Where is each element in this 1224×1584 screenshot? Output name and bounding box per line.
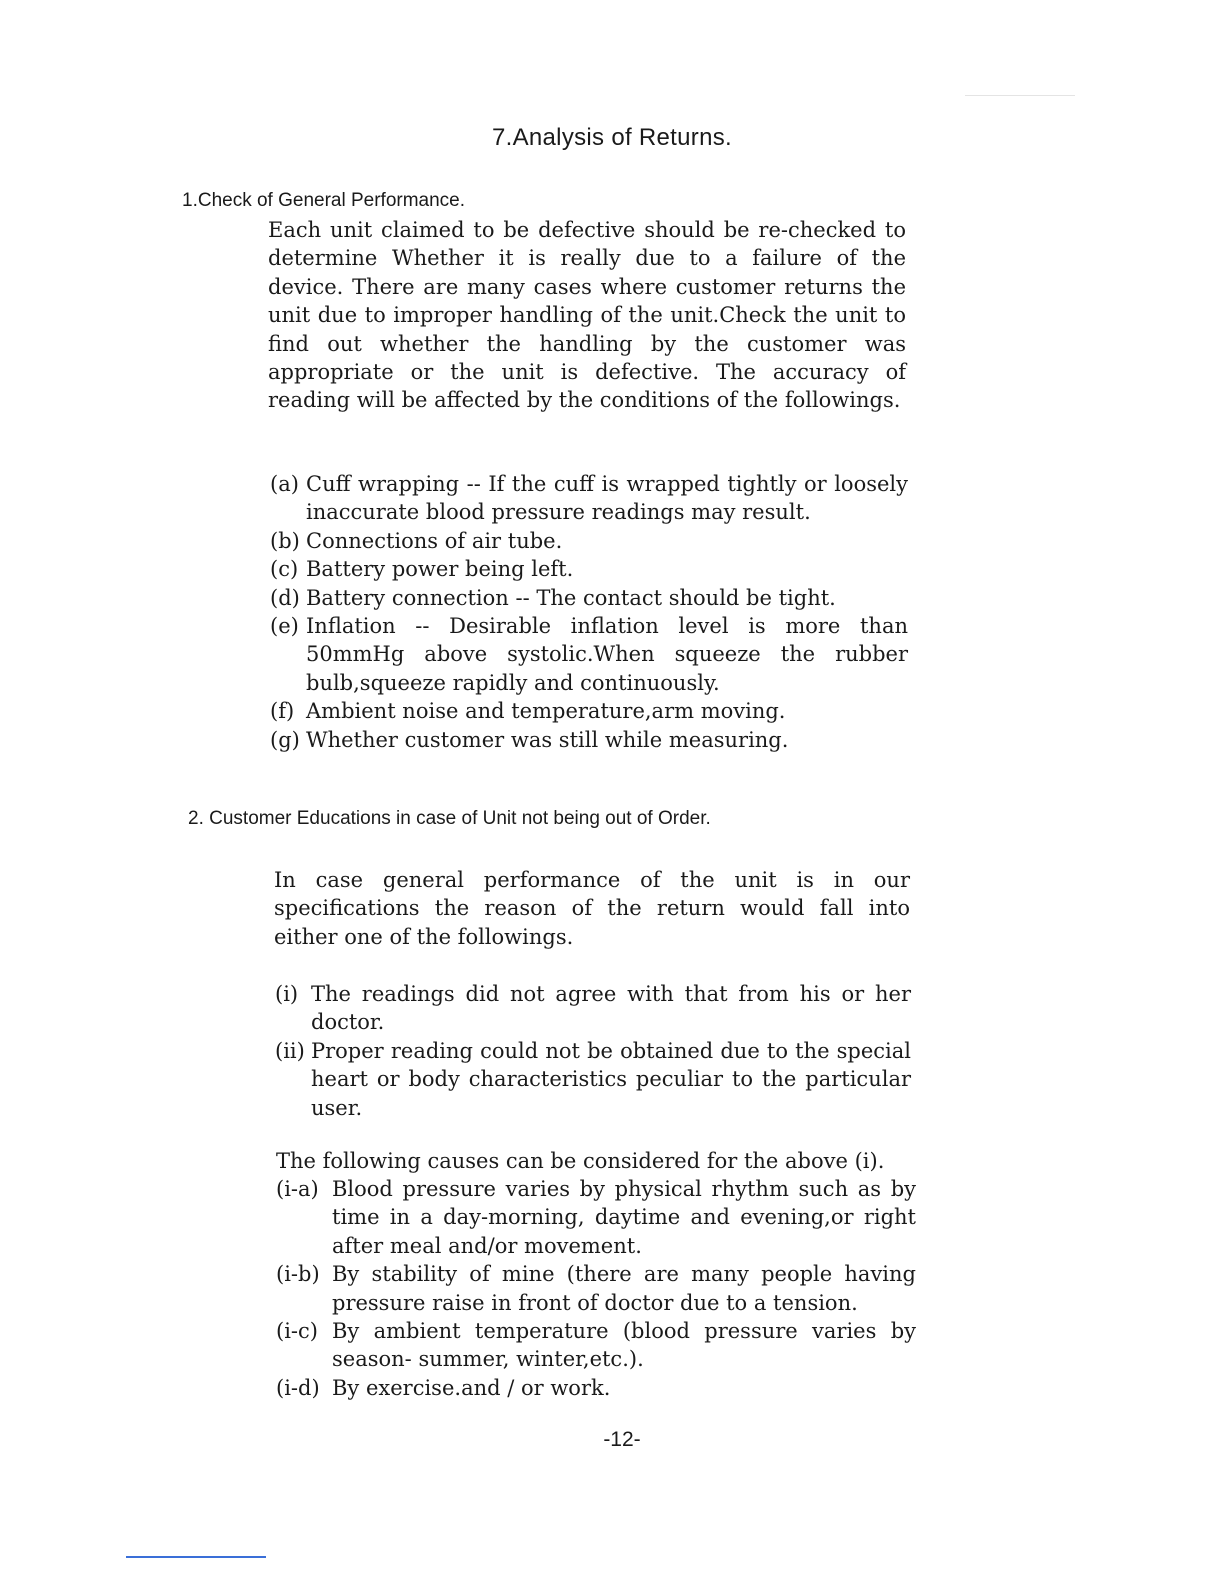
section-1-heading: 1.Check of General Performance. xyxy=(182,190,466,211)
list-item xyxy=(276,1374,916,1402)
section-2-paragraph: In case general performance of the unit is in our specifications the reason of the return would fall into either one of the followings. xyxy=(274,868,910,949)
causes-intro: The following causes can be considered for the above (i). xyxy=(276,1149,885,1173)
item-marker: (i-d) xyxy=(276,1375,320,1400)
item-text: Whether customer was still while measuring. xyxy=(306,727,789,752)
item-marker: (e) xyxy=(270,614,299,639)
item-text: The readings did not agree with that from his or her doctor. xyxy=(311,982,911,1035)
item-marker: (ii) xyxy=(275,1038,305,1063)
item-text: Blood pressure varies by physical rhythm such as by time in a day-morning, daytime and evening,or right after meal and/or movement. xyxy=(332,1177,916,1258)
item-marker: (g) xyxy=(270,727,300,752)
conditions-list xyxy=(270,470,908,754)
page-title: 7.Analysis of Returns. xyxy=(491,124,733,151)
item-marker: (d) xyxy=(270,585,300,610)
scan-artifact-line xyxy=(965,95,1075,96)
list-item xyxy=(275,980,911,1037)
list-item xyxy=(270,612,908,697)
item-text: Cuff wrapping -- If the cuff is wrapped tightly or loosely inaccurate blood pressure readings may result. xyxy=(306,472,908,525)
item-text: Ambient noise and temperature,arm moving. xyxy=(306,699,786,724)
list-item xyxy=(275,1037,911,1122)
item-text: Battery connection -- The contact should be tight. xyxy=(306,585,836,610)
item-marker: (i) xyxy=(275,982,299,1006)
list-item xyxy=(270,726,908,754)
item-marker: (f) xyxy=(270,699,295,724)
item-marker: (i-c) xyxy=(276,1319,318,1344)
item-marker: (a) xyxy=(270,472,299,496)
page-number: -12- xyxy=(603,1428,641,1451)
item-text: Inflation -- Desirable inflation level is more than 50mmHg above systolic.When squeeze the rubber bulb,squeeze rapidly and continuously. xyxy=(306,614,908,695)
item-marker: (b) xyxy=(270,528,300,553)
causes-list xyxy=(276,1175,916,1402)
item-marker: (i-a) xyxy=(276,1177,319,1201)
list-item xyxy=(276,1175,916,1260)
list-item xyxy=(270,527,908,555)
item-text: By ambient temperature (blood pressure varies by season- summer, winter,etc.). xyxy=(332,1319,916,1372)
list-item xyxy=(270,470,908,527)
return-reasons-list xyxy=(275,980,911,1122)
item-text: Connections of air tube. xyxy=(306,528,563,553)
list-item xyxy=(270,555,908,583)
list-item xyxy=(276,1260,916,1317)
scan-edge-line xyxy=(126,1556,266,1558)
item-marker: (c) xyxy=(270,557,299,582)
section-1-paragraph: Each unit claimed to be defective should be re-checked to determine Whether it is really due to a failure of the device. There are many cases where customer returns the unit due to improper handling of the unit.Check the unit to find out whether the handling by the customer was appropriate or the unit is defective. The accuracy of reading will be affected by the conditions of the followings. xyxy=(268,218,906,413)
item-text: By exercise.and / or work. xyxy=(332,1375,611,1400)
list-item xyxy=(270,697,908,725)
list-item xyxy=(276,1317,916,1374)
section-2-heading: 2. Customer Educations in case of Unit not being out of Order. xyxy=(188,808,711,829)
item-marker: (i-b) xyxy=(276,1262,320,1287)
item-text: Battery power being left. xyxy=(306,557,574,582)
item-text: By stability of mine (there are many people having pressure raise in front of doctor due to a tension. xyxy=(332,1262,916,1315)
item-text: Proper reading could not be obtained due to the special heart or body characteristics peculiar to the particular user. xyxy=(311,1038,911,1120)
list-item xyxy=(270,584,908,612)
